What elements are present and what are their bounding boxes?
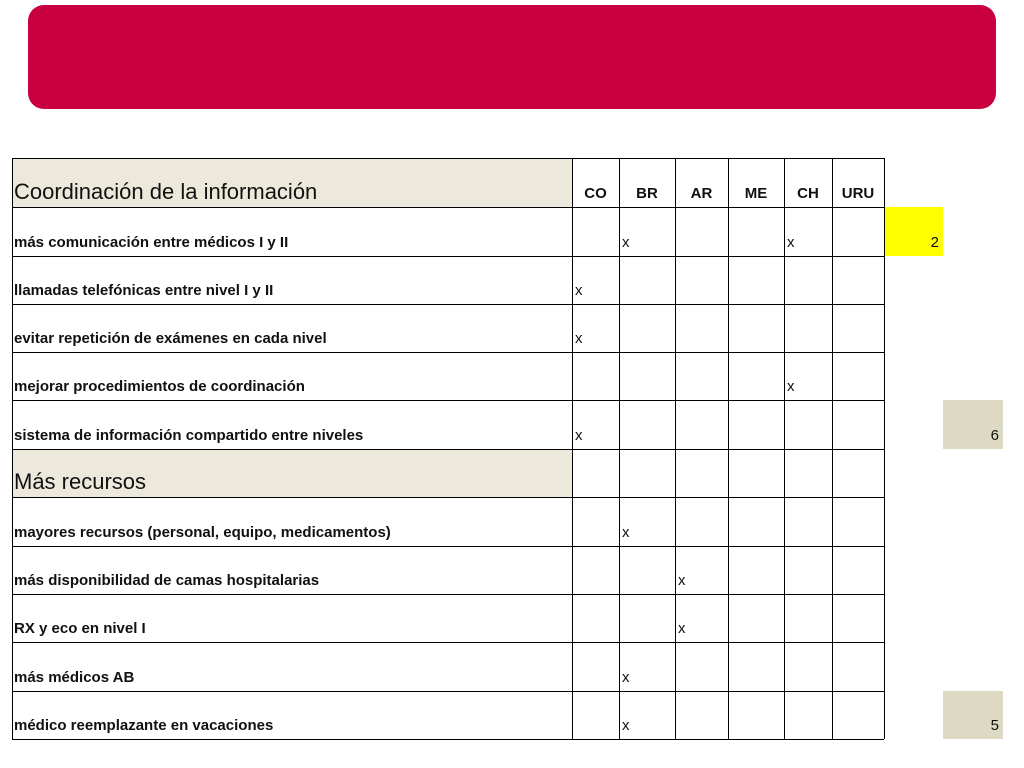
grid-line-h	[12, 449, 884, 450]
mark-ch: x	[787, 378, 795, 395]
row-total: 5	[990, 717, 999, 734]
grid-line-v	[572, 158, 573, 739]
mark-br: x	[622, 669, 630, 686]
grid-line-v	[728, 158, 729, 739]
row-label: más disponibilidad de camas hospitalarias	[14, 572, 320, 589]
grid-line-v	[619, 158, 620, 739]
mark-br: x	[622, 524, 630, 541]
mark-br: x	[622, 234, 630, 251]
grid-line-h	[12, 352, 884, 353]
row-total: 2	[930, 234, 939, 251]
row-label: mayores recursos (personal, equipo, medicamentos)	[14, 524, 391, 541]
row-label: más médicos AB	[14, 669, 135, 686]
row-label: más comunicación entre médicos I y II	[14, 234, 289, 251]
grid-line-h	[12, 207, 884, 208]
column-header-me: ME	[744, 185, 768, 202]
column-header-ar: AR	[690, 185, 713, 202]
section-title: Coordinación de la información	[14, 179, 318, 204]
column-header-br: BR	[636, 185, 658, 202]
mark-co: x	[575, 282, 583, 299]
row-label: sistema de información compartido entre niveles	[14, 427, 364, 444]
grid-line-h	[12, 594, 884, 595]
grid-line-h	[12, 400, 884, 401]
row-label: médico reemplazante en vacaciones	[14, 717, 274, 734]
row-label: evitar repetición de exámenes en cada nivel	[14, 330, 327, 347]
mark-co: x	[575, 427, 583, 444]
grid-line-h	[12, 691, 884, 692]
grid-line-v	[12, 158, 13, 739]
row-label: llamadas telefónicas entre nivel I y II	[14, 282, 274, 299]
mark-ar: x	[678, 572, 686, 589]
grid-line-h	[12, 546, 884, 547]
grid-line-v	[675, 158, 676, 739]
grid-line-h	[12, 304, 884, 305]
column-header-ch: CH	[797, 185, 819, 202]
grid-line-h	[12, 497, 884, 498]
grid-line-v	[884, 158, 885, 739]
row-label: mejorar procedimientos de coordinación	[14, 378, 305, 395]
mark-ar: x	[678, 620, 686, 637]
row-label: RX y eco en nivel I	[14, 620, 146, 637]
grid-line-h	[12, 642, 884, 643]
row-total: 6	[990, 427, 999, 444]
section-title: Más recursos	[14, 469, 147, 494]
grid-line-h	[12, 739, 884, 740]
mark-ch: x	[787, 234, 795, 251]
grid-line-v	[784, 158, 785, 739]
grid-line-h	[12, 158, 884, 159]
mark-br: x	[622, 717, 630, 734]
column-header-co: CO	[584, 185, 607, 202]
column-header-uru: URU	[841, 185, 875, 202]
mark-co: x	[575, 330, 583, 347]
grid-line-v	[832, 158, 833, 739]
grid-line-h	[12, 256, 884, 257]
